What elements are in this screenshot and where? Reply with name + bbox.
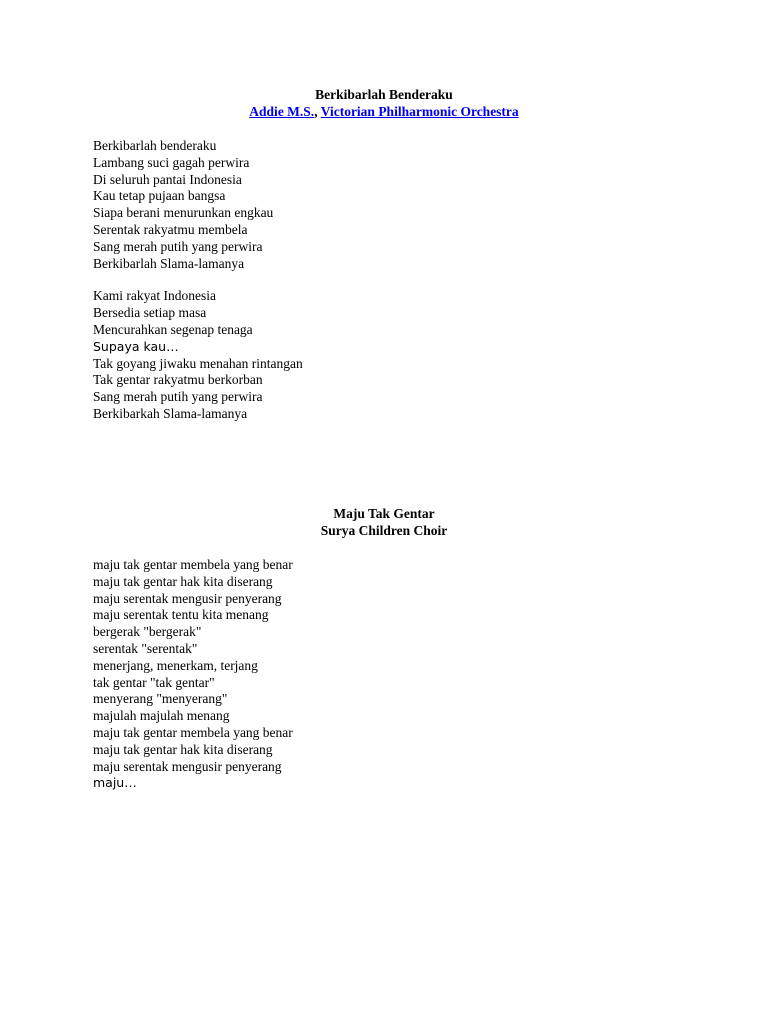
song-berkibarlah-benderaku <box>93 86 675 439</box>
lyric-line: menyerang "menyerang" <box>93 691 228 707</box>
lyric-line: Kau tetap pujaan bangsa <box>93 188 226 204</box>
lyric-line: maju tak gentar hak kita diserang <box>93 573 273 589</box>
lyric-line: maju… <box>93 775 137 791</box>
lyric-line: Sang merah putih yang perwira <box>93 389 263 405</box>
song-artist: Surya Children Choir <box>320 523 448 538</box>
lyric-line: Lambang suci gagah perwira <box>93 154 250 170</box>
lyric-line: maju tak gentar membela yang benar <box>93 557 293 572</box>
lyric-line: Sang merah putih yang perwira <box>93 238 263 254</box>
lyric-line: Supaya kau… <box>93 338 179 354</box>
lyric-line: maju serentak mengusir penyerang <box>93 590 282 606</box>
artist-link-victorian-philharmonic-orchestra[interactable]: Victorian Philharmonic Orchestra <box>320 104 519 119</box>
lyric-line: Berkibarlah Slama-lamanya <box>93 255 245 271</box>
song-title: Berkibarlah Benderaku <box>315 87 453 102</box>
song-artists <box>93 103 675 120</box>
lyric-line: Siapa berani menurunkan engkau <box>93 205 274 221</box>
lyric-line: maju tak gentar hak kita diserang <box>93 741 273 757</box>
song-title: Maju Tak Gentar <box>333 506 435 521</box>
lyric-line: majulah majulah menang <box>93 708 230 724</box>
song-maju-tak-gentar <box>93 505 675 808</box>
lyric-line: maju serentak mengusir penyerang <box>93 758 282 774</box>
lyric-line: Kami rakyat Indonesia <box>93 288 216 304</box>
lyric-line: menerjang, menerkam, terjang <box>93 657 258 673</box>
lyrics-stanza <box>93 557 675 792</box>
lyric-line: Berkibarkah Slama-lamanya <box>93 405 248 421</box>
lyric-line: Berkibarlah benderaku <box>93 138 217 153</box>
lyric-line: tak gentar "tak gentar" <box>93 674 215 690</box>
lyric-line: Mencurahkan segenap tenaga <box>93 321 253 337</box>
lyric-line: maju tak gentar membela yang benar <box>93 724 293 740</box>
lyric-line: Di seluruh pantai Indonesia <box>93 171 242 187</box>
lyric-line: bergerak "bergerak" <box>93 624 202 640</box>
lyric-line: serentak "serentak" <box>93 640 198 656</box>
lyric-line: Bersedia setiap masa <box>93 305 207 321</box>
lyric-line: Tak gentar rakyatmu berkorban <box>93 372 263 388</box>
lyrics-stanza <box>93 288 675 422</box>
lyrics-stanza <box>93 138 675 272</box>
lyric-line: Tak goyang jiwaku menahan rintangan <box>93 355 303 371</box>
lyric-line: maju serentak tentu kita menang <box>93 607 269 623</box>
artist-link-addie-ms[interactable]: Addie M.S. <box>249 104 315 119</box>
artist-separator: , <box>314 104 318 119</box>
lyric-line: Serentak rakyatmu membela <box>93 221 248 237</box>
